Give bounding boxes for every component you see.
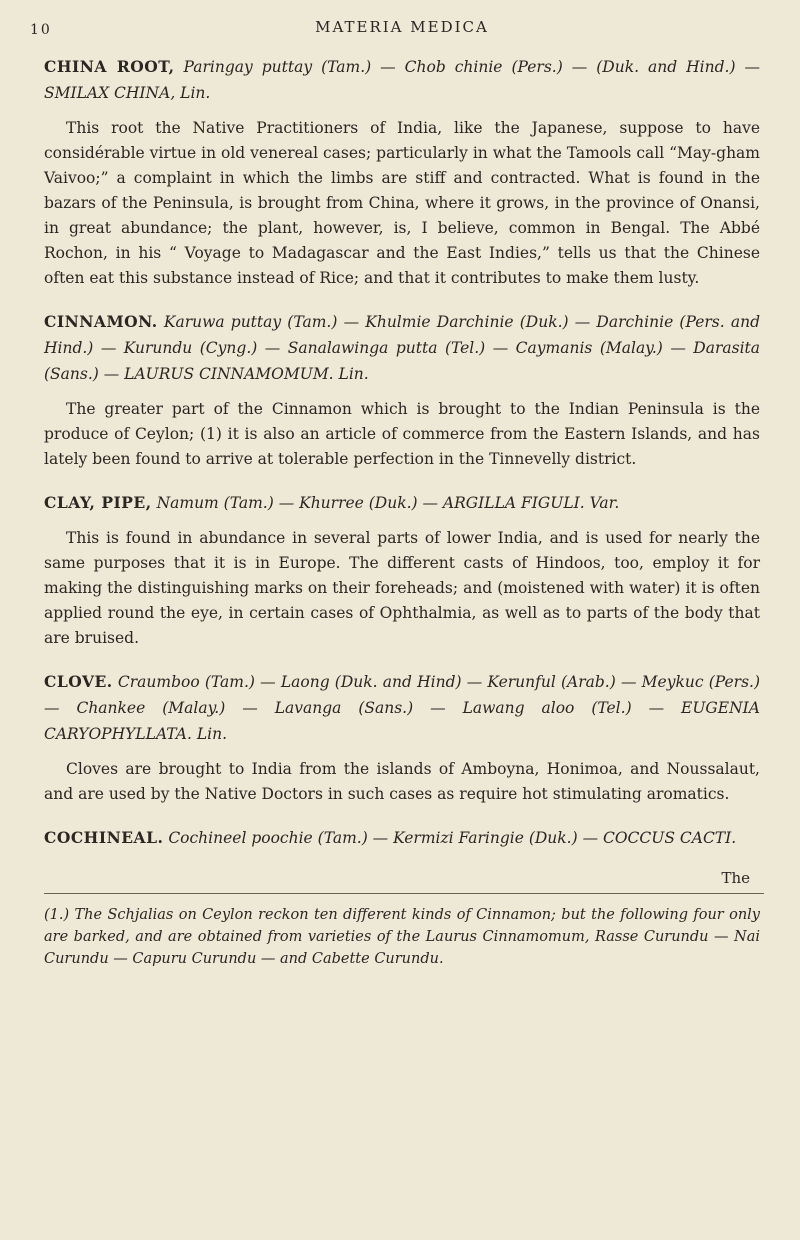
entry-clay-pipe: [44, 490, 760, 651]
footnote: (1.) The Schjalias on Ceylon reckon ten different kinds of Cinnamon; but the following four only are barked, and are obtained from varieties of the Laurus Cinnamomum, Rasse Curundu — Nai Curundu — Capuru Curundu — and Cabette Curundu.: [44, 907, 760, 967]
entry-term: CLOVE.: [44, 672, 113, 691]
entry-heading: [44, 669, 760, 747]
entry-heading: [44, 54, 760, 106]
entry-cochineal: [44, 825, 760, 851]
running-title: MATERIA MEDICA: [315, 18, 489, 36]
entry-clove: [44, 669, 760, 807]
entry-cinnamon: [44, 309, 760, 472]
entry-heading: [44, 490, 760, 516]
entry-term: CLAY, PIPE,: [44, 493, 152, 512]
entry-term: CHINA ROOT,: [44, 57, 175, 76]
entry-synonyms: Namum (Tam.) — Khurree (Duk.) — ARGILLA FIGULI. Var.: [156, 494, 620, 512]
entry-term: CINNAMON.: [44, 312, 158, 331]
entry-term: COCHINEAL.: [44, 828, 164, 847]
catchword: The: [721, 869, 750, 887]
entry-heading: [44, 309, 760, 387]
page-number: 10: [30, 22, 52, 38]
entry-china-root: [44, 54, 760, 291]
running-head: [30, 18, 760, 38]
entry-body: This is found in abundance in several parts of lower India, and is used for nearly the same purposes that it is in Europe. The different casts of Hindoos, too, employ it for making the distinguishing marks on their foreheads; and (moistened with water) it is often applied round the eye, in certain cases of Ophthalmia, as well as to parts of the body that are bruised.: [44, 529, 760, 647]
entry-body: Cloves are brought to India from the islands of Amboyna, Honimoa, and Noussalaut, and are used by the Native Doctors in such cases as require hot stimulating aromatics.: [44, 760, 760, 803]
entry-body: The greater part of the Cinnamon which is brought to the Indian Peninsula is the produce of Ceylon; (1) it is also an article of commerce from the Eastern Islands, and has lately been found to arrive at tolerable perfection in the Tinnevelly district.: [44, 400, 760, 468]
entry-heading: [44, 825, 760, 851]
entry-synonyms: Cochineel poochie (Tam.) — Kermizi Faringie (Duk.) — COCCUS CACTI.: [168, 829, 737, 847]
entry-synonyms: Karuwa puttay (Tam.) — Khulmie Darchinie (Duk.) — Darchinie (Pers. and Hind.) — Kurundu (Cyng.) — Sanalawinga putta (Tel.) — Caymanis (Malay.) — Darasita (Sans.) — LAURUS CINNAMOMUM. Lin.: [44, 313, 760, 383]
entry-synonyms: Paringay puttay (Tam.) — Chob chinie (Pers.) — (Duk. and Hind.) — SMILAX CHINA, Lin.: [44, 58, 760, 102]
entry-synonyms: Craumboo (Tam.) — Laong (Duk. and Hind) — Kerunful (Arab.) — Meykuc (Pers.) — Chankee (Malay.) — Lavanga (Sans.) — Lawang aloo (Tel.) — EUGENIA CARYOPHYLLATA. Lin.: [44, 673, 761, 743]
entry-body: This root the Native Practitioners of India, like the Japanese, suppose to have considérable virtue in old venereal cases; particularly in what the Tamools call “May-gham Vaivoo;” a complaint in which the limbs are stiff and contracted. What is found in the bazars of the Peninsula, is brought from China, where it grows, in the province of Onansi, in great abundance; the plant, however, is, I believe, common in Bengal. The Abbé Rochon, in his “ Voyage to Madagascar and the East Indies,” tells us that the Chinese often eat this substance instead of Rice; and that it contributes to make them lusty.: [44, 119, 760, 287]
footnote-divider: [44, 893, 764, 894]
